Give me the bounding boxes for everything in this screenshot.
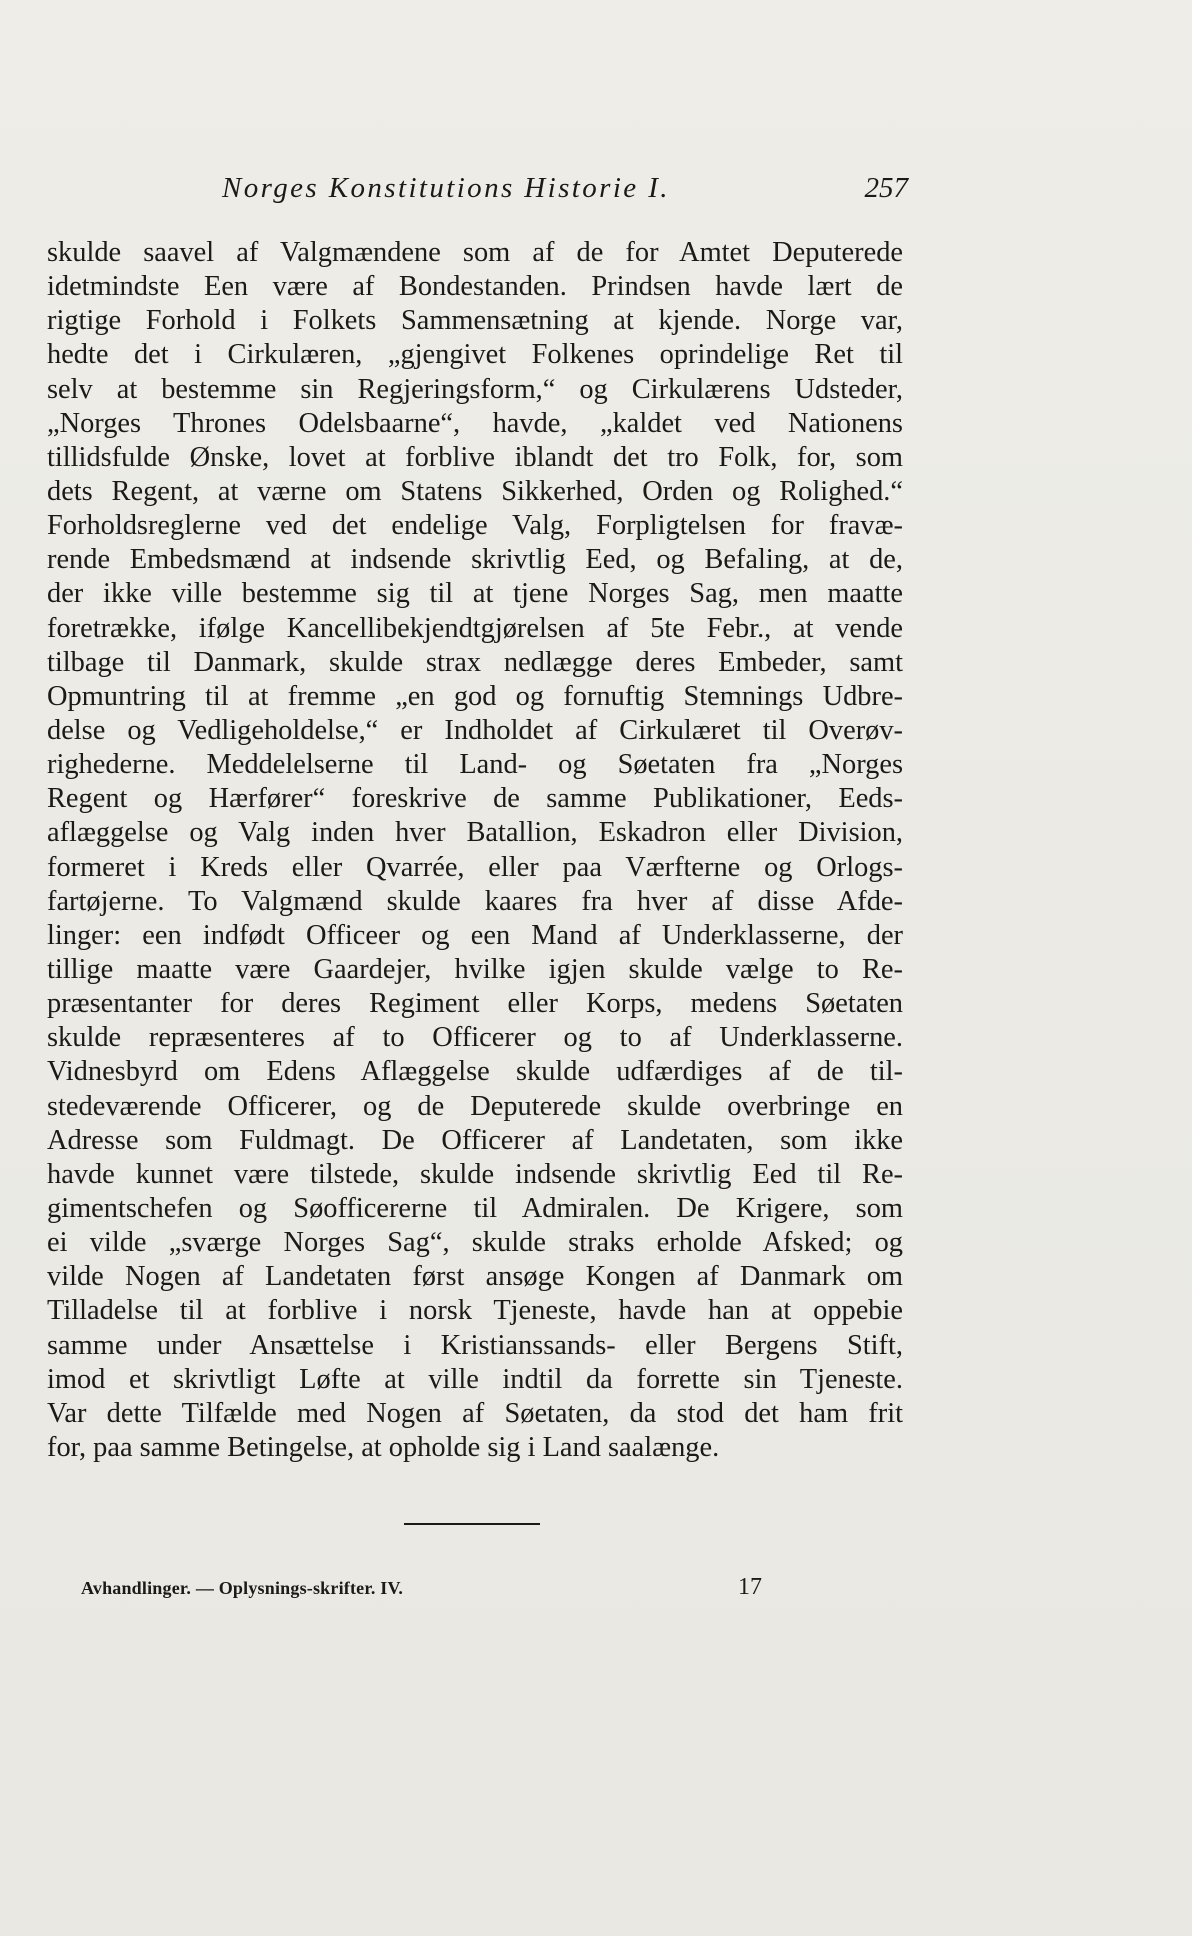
text-line: gimentschefen og Søofficererne til Admiralen. De Krigere, som: [47, 1192, 903, 1224]
footer-series-title: Avhandlinger. — Oplysnings-skrifter. IV.: [81, 1578, 404, 1598]
text-line: skulde saavel af Valgmændene som af de for Amtet Deputerede: [47, 237, 903, 268]
text-line: aflæggelse og Valg inden hver Batallion, Eskadron eller Division,: [47, 817, 903, 849]
text-line: Var dette Tilfælde med Nogen af Søetaten, da stod det ham frit: [47, 1397, 903, 1429]
text-line: idetmindste Een være af Bondestanden. Prindsen havde lært de: [47, 271, 903, 303]
text-line: Opmuntring til at fremme „en god og fornuftig Stemnings Udbre-: [47, 680, 903, 712]
text-line: delse og Vedligeholdelse,“ er Indholdet af Cirkulæret til Overøv-: [47, 714, 903, 746]
text-line: vilde Nogen af Landetaten først ansøge Kongen af Danmark om: [47, 1261, 903, 1293]
text-line: Tilladelse til at forblive i norsk Tjeneste, havde han at oppebie: [47, 1295, 903, 1327]
text-line: linger: een indfødt Officeer og een Mand af Underklasserne, der: [47, 919, 903, 951]
text-line: hedte det i Cirkulæren, „gjengivet Folkenes oprindelige Ret til: [47, 339, 903, 371]
text-line: rigtige Forhold i Folkets Sammensætning at kjende. Norge var,: [47, 305, 903, 337]
signature-mark: 17: [738, 1574, 762, 1600]
running-title: Norges Konstitutions Historie I.: [222, 172, 670, 204]
text-line: samme under Ansættelse i Kristianssands- eller Bergens Stift,: [47, 1329, 903, 1361]
text-line: formeret i Kreds eller Qvarrée, eller paa Værfterne og Orlogs-: [47, 851, 903, 883]
text-line: Vidnesbyrd om Edens Aflæggelse skulde udfærdiges af de til-: [47, 1056, 903, 1088]
text-line: havde kunnet være tilstede, skulde indsende skrivtlig Eed til Re-: [47, 1158, 903, 1190]
text-line: righederne. Meddelelserne til Land- og Søetaten fra „Norges: [47, 749, 903, 781]
text-line: præsentanter for deres Regiment eller Korps, medens Søetaten: [47, 988, 903, 1020]
text-line: tillidsfulde Ønske, lovet at forblive iblandt det tro Folk, for, som: [47, 441, 903, 473]
section-rule: [404, 1523, 540, 1525]
text-line: skulde repræsenteres af to Officerer og to af Underklasserne.: [47, 1022, 903, 1054]
text-line: „Norges Thrones Odelsbaarne“, havde, „kaldet ved Nationens: [47, 407, 903, 439]
text-line: rende Embedsmænd at indsende skrivtlig Eed, og Befaling, at de,: [47, 544, 903, 576]
text-line: Forholdsreglerne ved det endelige Valg, Forpligtelsen for fravæ-: [47, 510, 903, 542]
text-line: Adresse som Fuldmagt. De Officerer af Landetaten, som ikke: [47, 1124, 903, 1156]
text-line: selv at bestemme sin Regjeringsform,“ og Cirkulærens Udsteder,: [47, 373, 903, 405]
text-line: foretrække, ifølge Kancellibekjendtgjørelsen af 5te Febr., at vende: [47, 612, 903, 644]
page-number: 257: [864, 172, 908, 204]
text-line: fartøjerne. To Valgmænd skulde kaares fra hver af disse Afde-: [47, 885, 903, 917]
text-line: tillige maatte være Gaardejer, hvilke igjen skulde vælge to Re-: [47, 953, 903, 985]
body-paragraph: [47, 236, 903, 1465]
text-line: stedeværende Officerer, og de Deputerede skulde overbringe en: [47, 1090, 903, 1122]
text-line: dets Regent, at værne om Statens Sikkerhed, Orden og Rolighed.“: [47, 475, 903, 507]
text-line: ei vilde „sværge Norges Sag“, skulde straks erholde Afsked; og: [47, 1227, 903, 1259]
text-line: der ikke ville bestemme sig til at tjene Norges Sag, men maatte: [47, 578, 903, 610]
text-line: tilbage til Danmark, skulde strax nedlægge deres Embeder, samt: [47, 646, 903, 678]
text-line: imod et skrivtligt Løfte at ville indtil da forrette sin Tjeneste.: [47, 1363, 903, 1395]
page-header: [222, 172, 908, 212]
text-line: Regent og Hærfører“ foreskrive de samme Publikationer, Eeds-: [47, 783, 903, 815]
text-line: for, paa samme Betingelse, at opholde sig i Land saalænge.: [47, 1431, 720, 1463]
